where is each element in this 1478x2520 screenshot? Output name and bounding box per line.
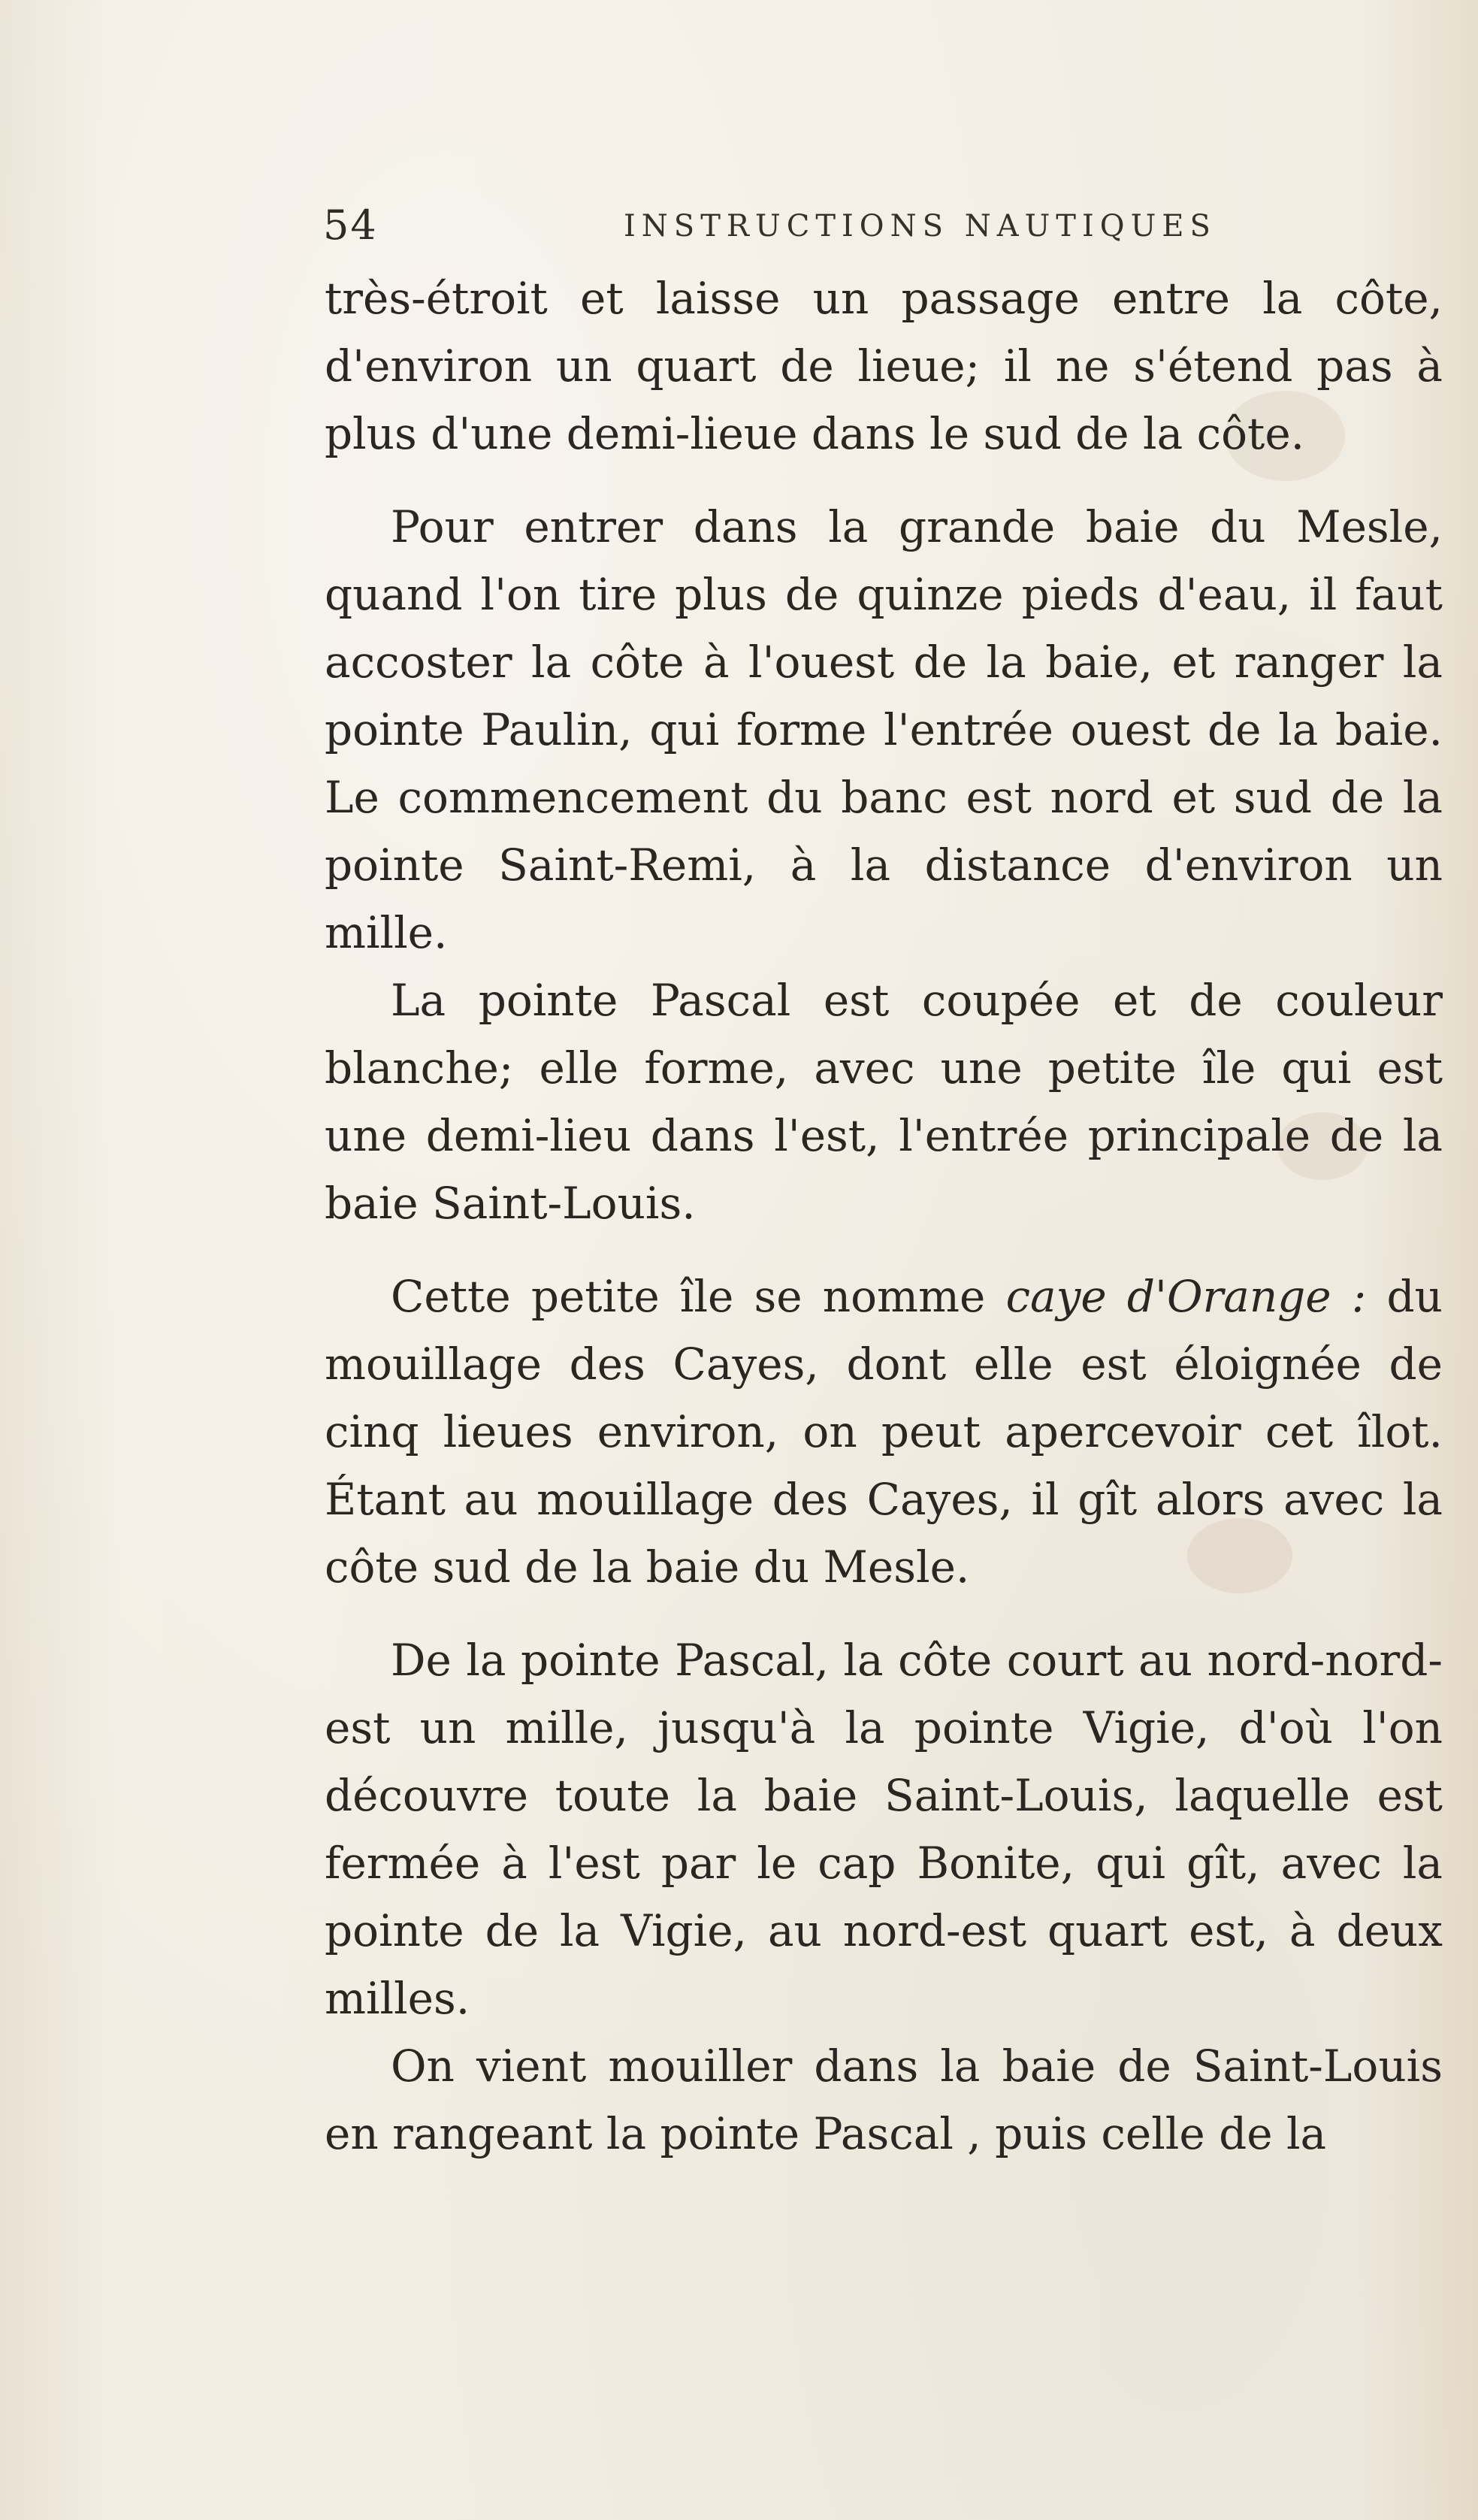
running-title: INSTRUCTIONS NAUTIQUES bbox=[624, 209, 1217, 244]
paragraph-4-text-end: du mouillage des Cayes, dont elle est éloignée de cinq lieues environ, on peut apercevoir cet îlot. Étant au mouillage des Cayes, il gît alors avec la côte sud de la baie du Mesle. bbox=[325, 1271, 1443, 1593]
paragraph-2: Pour entrer dans la grande baie du Mesle, quand l'on tire plus de quinze pieds d'eau, il faut accoster la côte à l'ouest de la baie, et ranger la pointe Paulin, qui forme l'entrée ouest de la baie. Le commencement du banc est nord et sud de la pointe Saint-Remi, à la distance d'environ un mille. bbox=[325, 501, 1443, 958]
page-number: 54 bbox=[323, 201, 378, 249]
paragraph-4 bbox=[325, 1263, 1443, 1601]
body-text bbox=[325, 265, 1443, 2168]
paragraph-1: très-étroit et laisse un passage entre la côte, d'environ un quart de lieue; il ne s'étend pas à plus d'une demi-lieue dans le sud de la côte. bbox=[325, 273, 1443, 459]
paragraph-6: On vient mouiller dans la baie de Saint-Louis en rangeant la pointe Pascal , puis celle de la bbox=[325, 2041, 1443, 2159]
page-header bbox=[323, 201, 1443, 254]
paragraph-3: La pointe Pascal est coupée et de couleur blanche; elle forme, avec une petite île qui est une demi-lieu dans l'est, l'entrée principale de la baie Saint-Louis. bbox=[325, 975, 1443, 1229]
paragraph-4-text-start: Cette petite île se nomme bbox=[391, 1271, 1006, 1322]
paragraph-5: De la pointe Pascal, la côte court au nord-nord-est un mille, jusqu'à la pointe Vigie, d'où l'on découvre toute la baie Saint-Louis, laquelle est fermée à l'est par le cap Bonite, qui gît, avec la pointe de la Vigie, au nord-est quart est, à deux milles. bbox=[325, 1635, 1443, 2024]
paragraph-4-italic-place-name: caye d'Orange : bbox=[1005, 1271, 1367, 1322]
